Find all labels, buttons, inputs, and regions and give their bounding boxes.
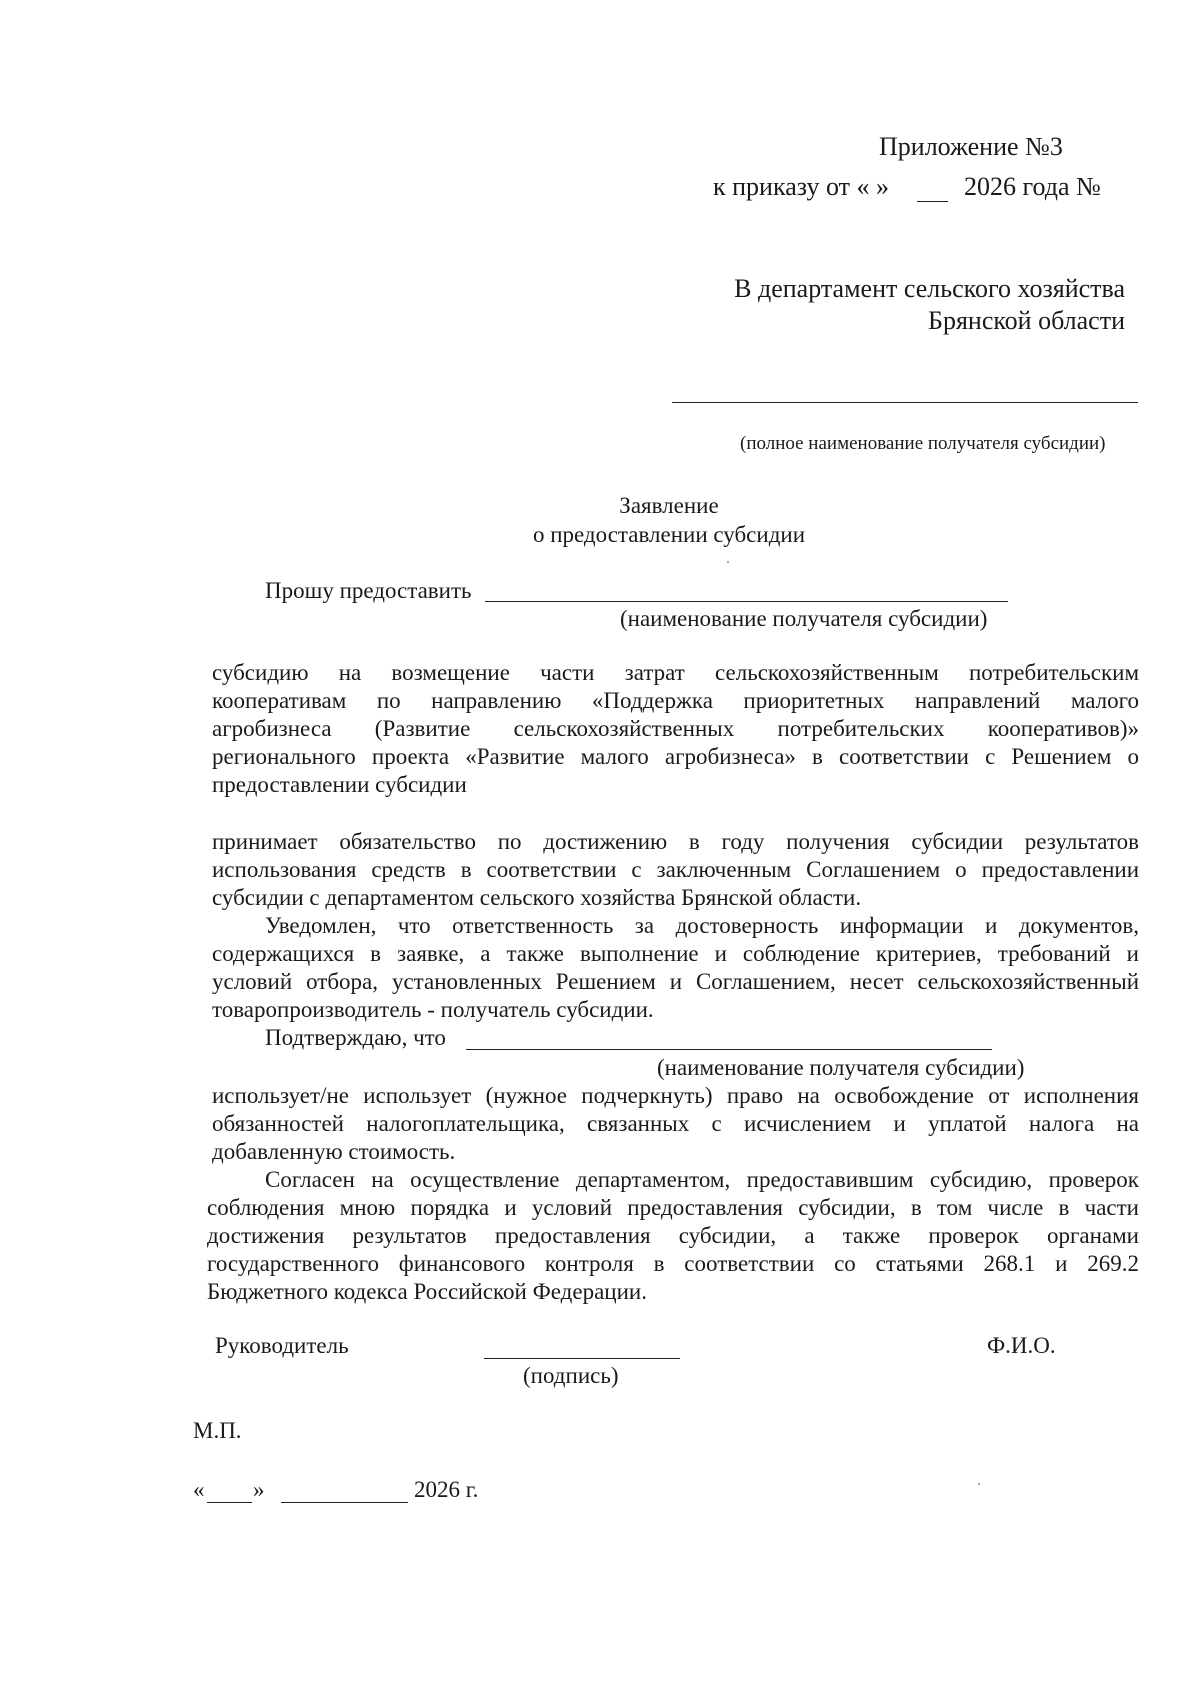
paragraph-1-line-3: агробизнеса (Развитие сельскохозяйственных потребительских кооперативов)» [212, 716, 1139, 741]
paragraph-5-line-2: соблюдения мною порядка и условий предоставления субсидии, в том числе в части [207, 1195, 1139, 1220]
applicant-name-caption: (полное наименование получателя субсидии) [740, 433, 1106, 454]
document-subtitle: о предоставлении субсидии [532, 522, 806, 547]
paragraph-1-line-5: предоставлении субсидии [212, 772, 467, 797]
order-date-blank [917, 201, 948, 202]
scan-speck [978, 1483, 980, 1485]
paragraph-2-line-1: принимает обязательство по достижению в году получения субсидии результатов [212, 829, 1139, 854]
confirm-lead: Подтверждаю, что [265, 1025, 446, 1050]
paragraph-3-line-2: содержащихся в заявке, а также выполнение и соблюдение критериев, требований и [212, 941, 1139, 966]
date-year: 2026 г. [414, 1477, 479, 1502]
request-lead: Прошу предоставить [265, 578, 472, 603]
date-month-blank [281, 1502, 408, 1503]
paragraph-4-line-1: использует/не использует (нужное подчеркнуть) право на освобождение от исполнения [212, 1083, 1139, 1108]
paragraph-3-line-1: Уведомлен, что ответственность за достоверность информации и документов, [265, 913, 1139, 938]
paragraph-1-line-2: кооперативам по направлению «Поддержка приоритетных направлений малого [212, 688, 1139, 713]
confirm-recipient-caption: (наименование получателя субсидии) [657, 1055, 1025, 1080]
addressee-line-1: В департамент сельского хозяйства [734, 274, 1125, 303]
paragraph-5-line-4: государственного финансового контроля в соответствии со статьями 268.1 и 269.2 [207, 1251, 1139, 1276]
paragraph-4-line-3: добавленную стоимость. [212, 1139, 456, 1164]
signature-role: Руководитель [215, 1333, 349, 1358]
addressee-line-2: Брянской области [928, 306, 1125, 335]
date-open-quote: « [193, 1477, 205, 1502]
paragraph-5-line-5: Бюджетного кодекса Российской Федерации. [207, 1279, 647, 1304]
date-close-quote: » [253, 1477, 265, 1502]
paragraph-5-line-1: Согласен на осуществление департаментом, предоставившим субсидию, проверок [265, 1167, 1139, 1192]
paragraph-2-line-3: субсидии с департаментом сельского хозяйства Брянской области. [212, 885, 862, 910]
order-year: 2026 года № [964, 172, 1101, 201]
confirm-recipient-blank [466, 1049, 992, 1050]
paragraph-1-line-1: субсидию на возмещение части затрат сельскохозяйственным потребительским [212, 660, 1139, 685]
scan-speck [727, 561, 729, 563]
paragraph-2-line-2: использования средств в соответствии с заключенным Соглашением о предоставлении [212, 857, 1139, 882]
signature-caption: (подпись) [523, 1363, 619, 1388]
paragraph-5-line-3: достижения результатов предоставления субсидии, а также проверок органами [207, 1223, 1139, 1248]
order-reference: к приказу от « » [713, 172, 889, 201]
paragraph-3-line-3: условий отбора, установленных Решением и Соглашением, несет сельскохозяйственный [212, 969, 1139, 994]
recipient-name-caption: (наименование получателя субсидии) [620, 606, 988, 631]
signature-blank [484, 1358, 680, 1359]
date-day-blank [207, 1502, 252, 1503]
stamp-placeholder: М.П. [193, 1418, 242, 1443]
document-title: Заявление [619, 493, 719, 518]
applicant-name-blank [672, 402, 1138, 403]
paragraph-1-line-4: регионального проекта «Развитие малого агробизнеса» в соответствии с Решением о [212, 744, 1139, 769]
appendix-title: Приложение №3 [879, 132, 1063, 161]
paragraph-3-line-4: товаропроизводитель - получатель субсидии. [212, 997, 654, 1022]
recipient-name-blank [485, 601, 1008, 602]
paragraph-4-line-2: обязанностей налогоплательщика, связанных с исчислением и уплатой налога на [212, 1111, 1139, 1136]
name-label: Ф.И.О. [987, 1333, 1056, 1358]
